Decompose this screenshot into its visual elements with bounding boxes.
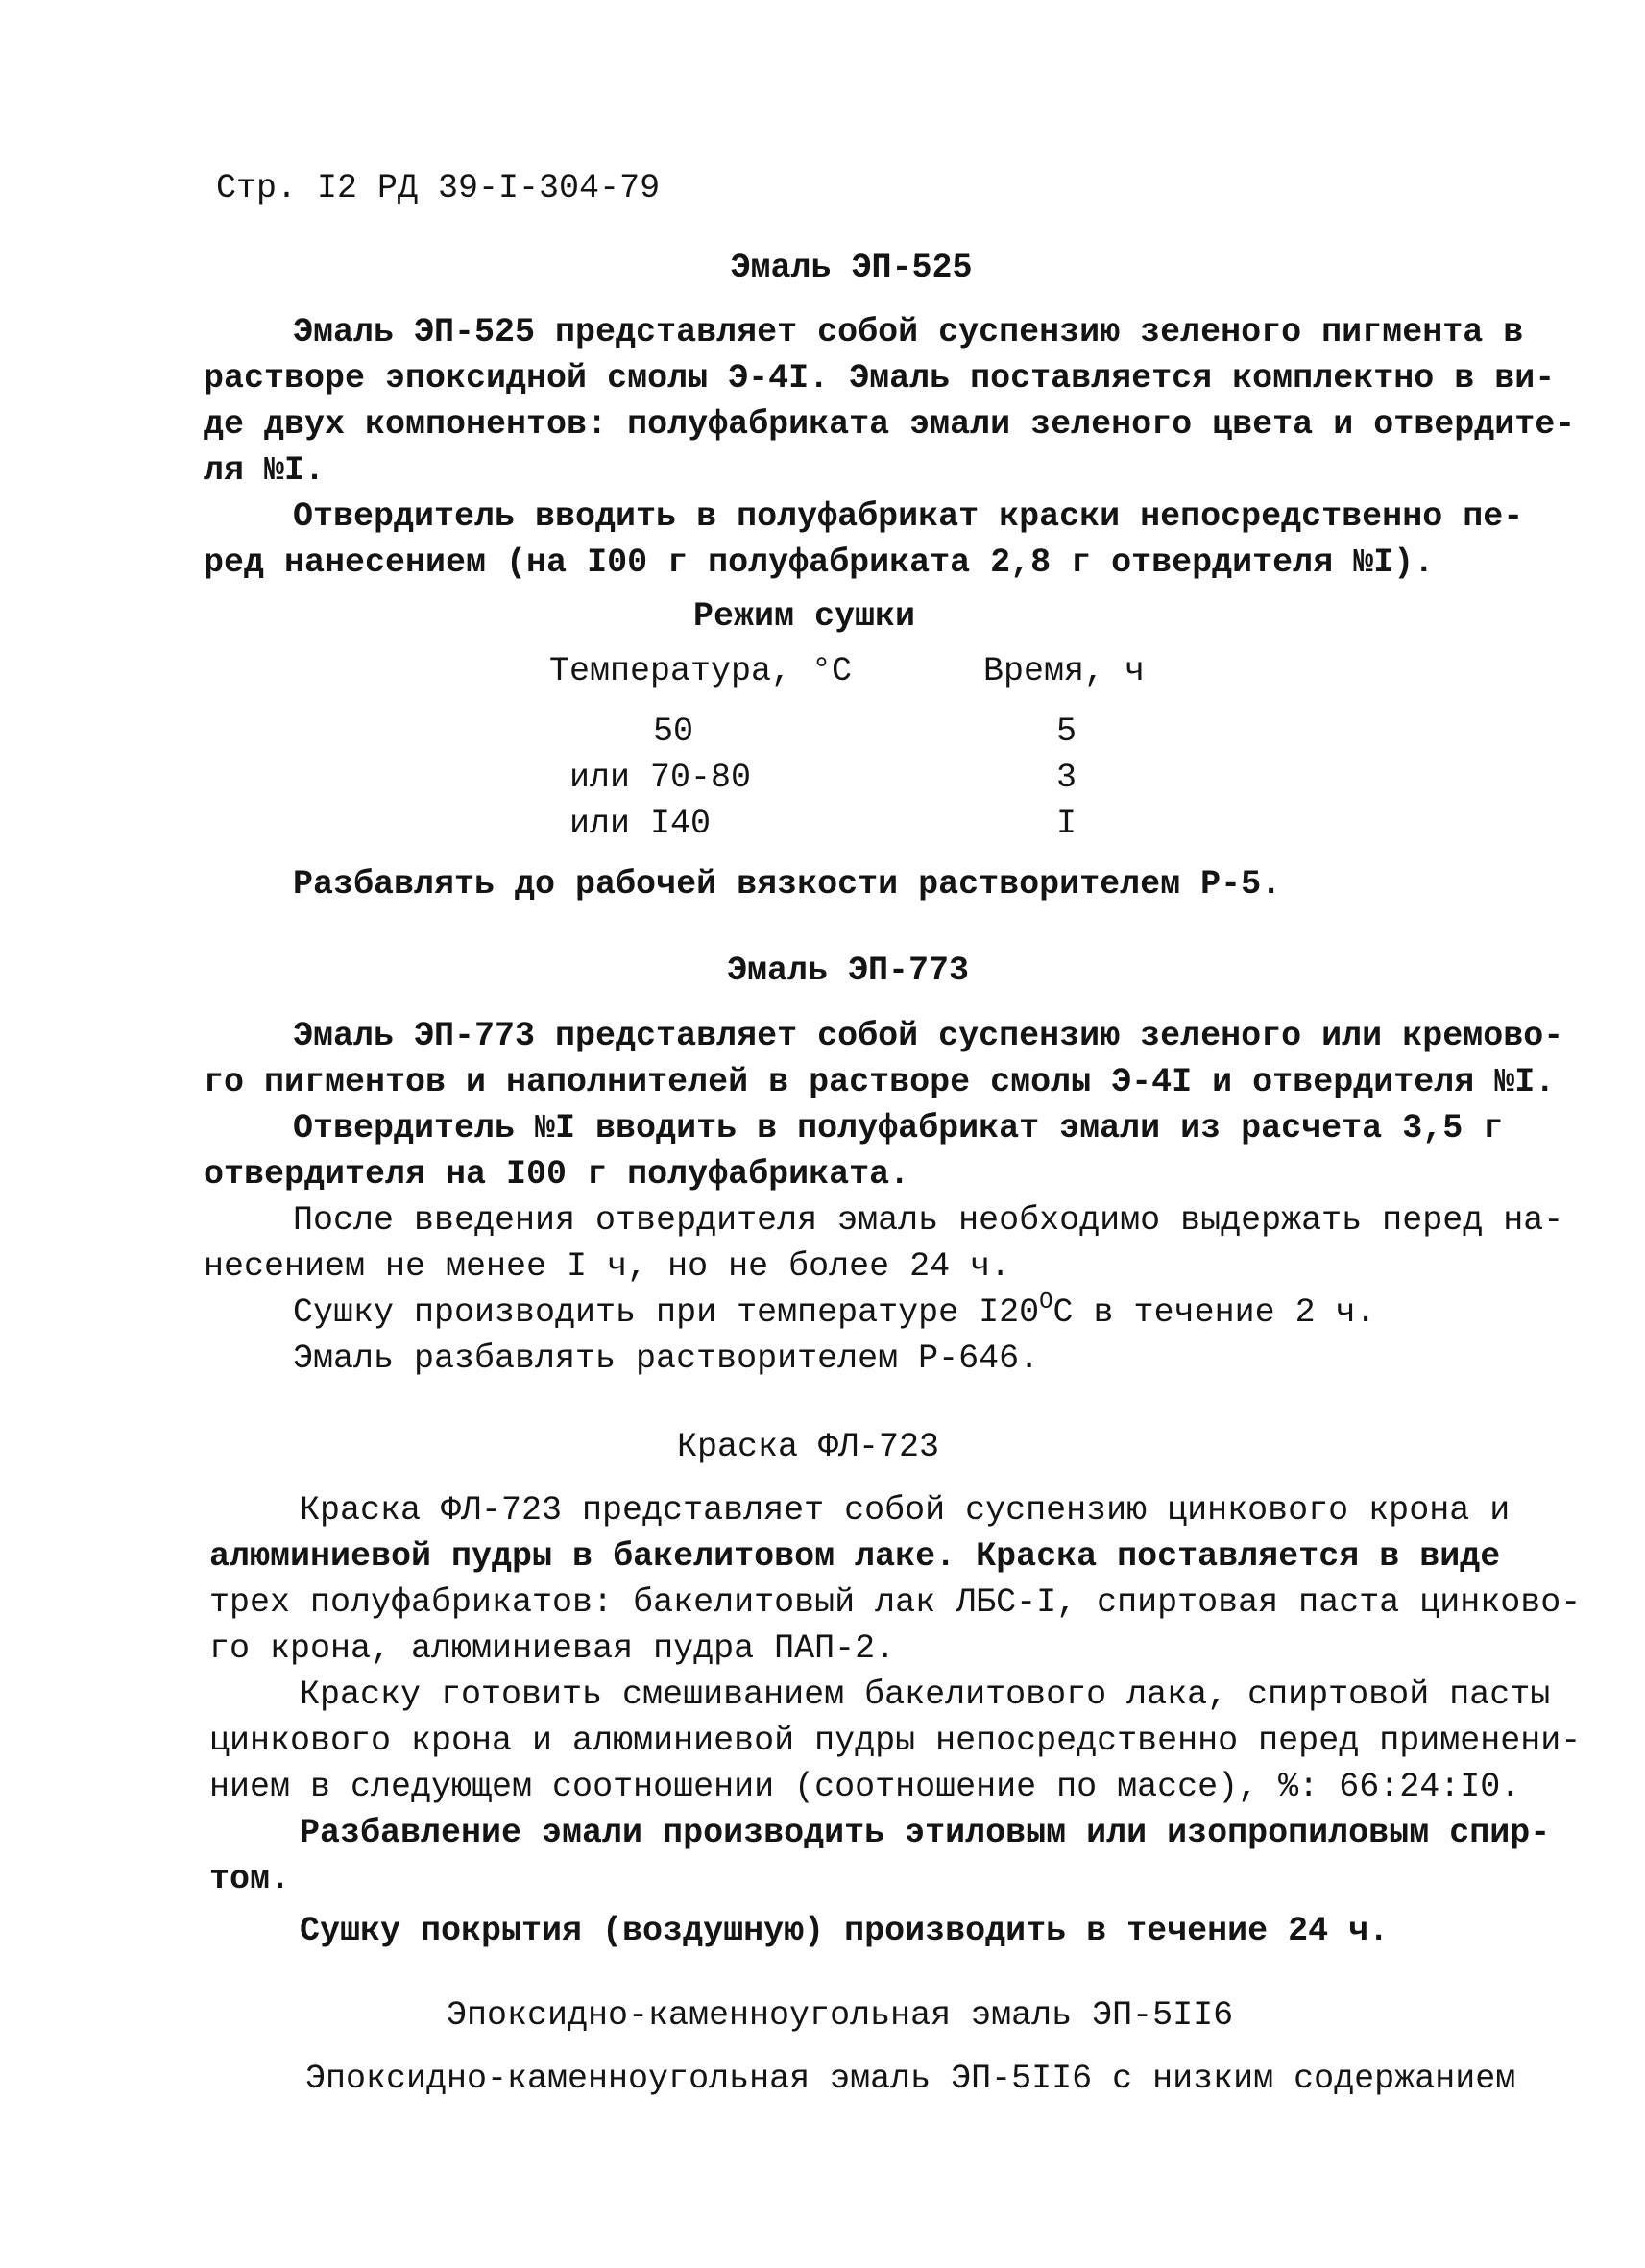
section-title-ep5116: Эпоксидно-каменноугольная эмаль ЭП-5II6	[447, 1996, 1234, 2035]
table-header-temperature: Температура, °С	[549, 652, 853, 690]
degree-superscript: О	[1039, 1290, 1053, 1315]
table-cell-temp: или 70-80	[569, 759, 752, 797]
paragraph-line: Эмаль разбавлять растворителем Р-646.	[293, 1339, 1040, 1378]
paragraph-line: Отвердитель вводить в полуфабрикат краски непосредственно пе-	[293, 497, 1524, 536]
paragraph-line: алюминиевой пудры в бакелитовом лаке. Краска поставляется в виде	[209, 1537, 1501, 1576]
paragraph-line: ля №I.	[204, 451, 326, 490]
table-cell-time: 3	[1056, 759, 1077, 797]
paragraph-line: ред нанесением (на I00 г полуфабриката 2,8 г отвердителя №I).	[204, 543, 1435, 582]
paragraph-line: Сушку производить при температуре $I20^ОС$ в течение 2 ч.	[293, 1290, 1376, 1332]
table-header-time: Время, ч	[983, 652, 1146, 690]
paragraph-line: го крона, алюминиевая пудра ПАП-2.	[209, 1629, 896, 1668]
paragraph-line: цинкового крона и алюминиевой пудры непосредственно перед применени-	[209, 1722, 1582, 1760]
paragraph-line: После введения отвердителя эмаль необходимо выдержать перед на-	[293, 1201, 1564, 1240]
paragraph-line: Эпоксидно-каменноугольная эмаль ЭП-5II6 с низким содержанием	[305, 2060, 1516, 2098]
section-title-ep773: Эмаль ЭП-773	[727, 952, 970, 990]
table-cell-temp: или I40	[569, 805, 712, 843]
table-cell-time: I	[1056, 805, 1077, 843]
section-title-fl723: Краска ФЛ-723	[677, 1428, 940, 1466]
paragraph-line: Разбавление эмали производить этиловым или изопропиловым спир-	[300, 1814, 1551, 1852]
paragraph-line: го пигментов и наполнителей в растворе смолы Э-4I и отвердителя №I.	[204, 1063, 1556, 1101]
table-cell-time: 5	[1056, 712, 1077, 751]
table-title: Режим сушки	[693, 597, 916, 636]
paragraph-line: Отвердитель №I вводить в полуфабрикат эмали из расчета 3,5 г	[293, 1109, 1504, 1147]
paragraph-line: Эмаль ЭП-525 представляет собой суспензию зеленого пигмента в	[293, 313, 1524, 351]
table-cell-temp: 50	[653, 712, 694, 751]
paragraph-line: отвердителя на I00 г полуфабриката.	[204, 1155, 910, 1194]
paragraph-line: Разбавлять до рабочей вязкости растворителем Р-5.	[293, 865, 1282, 904]
paragraph-line: Эмаль ЭП-773 представляет собой суспензию зеленого или кремово-	[293, 1017, 1564, 1055]
paragraph-line: нием в следующем соотношении (соотношение по массе), %: 66:24:I0.	[209, 1768, 1521, 1806]
degree-unit: °С	[811, 652, 853, 690]
paragraph-line: Краска ФЛ-723 представляет собой суспензию цинкового крона и	[300, 1491, 1511, 1530]
section-title-ep525: Эмаль ЭП-525	[730, 249, 973, 287]
paragraph-line: Краску готовить смешиванием бакелитового лака, спиртовой пасты	[300, 1676, 1551, 1714]
paragraph-line: трех полуфабрикатов: бакелитовый лак ЛБС-I, спиртовая паста цинково-	[209, 1583, 1582, 1622]
running-head: Стр. I2 РД 39-I-304-79	[216, 169, 661, 207]
paragraph-line: несением не менее I ч, но не более 24 ч.	[204, 1247, 1011, 1286]
paragraph-line: том.	[209, 1860, 291, 1898]
paragraph-line: де двух компонентов: полуфабриката эмали зеленого цвета и отвердите-	[204, 405, 1576, 444]
paragraph-line: растворе эпоксидной смолы Э-4I. Эмаль поставляется комплектно в ви-	[204, 359, 1556, 398]
paragraph-line: Сушку покрытия (воздушную) производить в течение 24 ч.	[300, 1912, 1390, 1950]
